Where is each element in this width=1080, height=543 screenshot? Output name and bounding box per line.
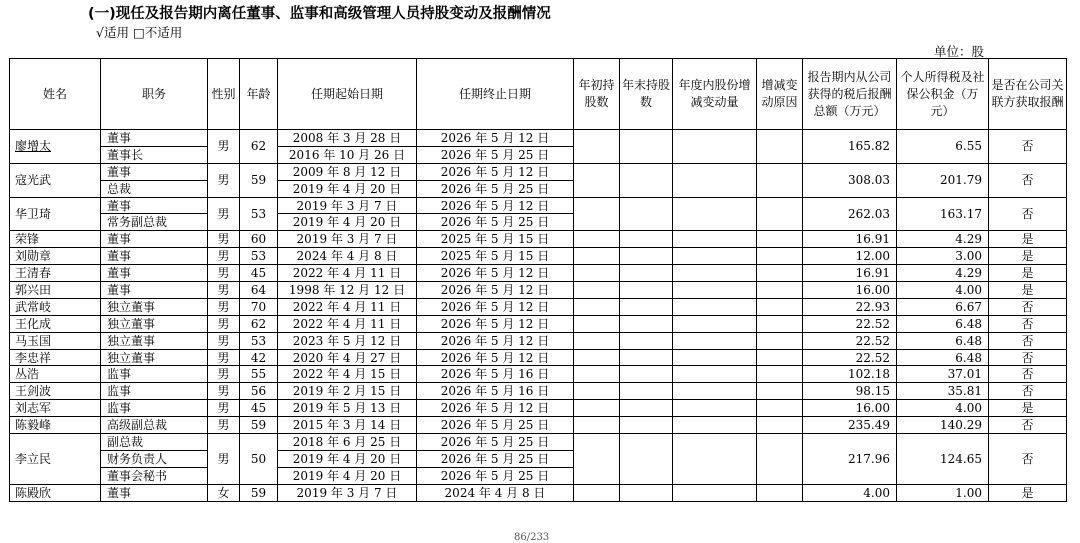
start-date-cell: 2020 年 4 月 27 日: [278, 349, 417, 366]
shares-change-cell: [673, 298, 757, 315]
shares-end-cell: [620, 332, 673, 349]
position-cell: 高级副总裁: [101, 417, 208, 434]
shares-change-cell: [673, 282, 757, 299]
shares-begin-cell: [574, 315, 620, 332]
compensation-cell: 22.93: [803, 298, 897, 315]
tax-fund-cell: 6.48: [897, 349, 989, 366]
start-date-cell: 2022 年 4 月 15 日: [278, 366, 417, 383]
person-name: [10, 315, 101, 332]
gender-cell: 男: [208, 265, 240, 282]
shares-change-cell: [673, 248, 757, 265]
related-party-cell: 是: [989, 484, 1067, 501]
age-cell: 64: [240, 282, 278, 299]
table-row: [10, 315, 1067, 332]
table-row: [10, 400, 1067, 417]
shares-end-cell: [620, 434, 673, 485]
position-cell: 独立董事: [101, 349, 208, 366]
start-date-cell: 2019 年 4 月 20 日: [278, 450, 417, 467]
person-name-text: 刘勋章: [15, 249, 52, 264]
shares-end-cell: [620, 197, 673, 231]
change-reason-cell: [757, 197, 803, 231]
person-name-text: 华卫琦: [15, 206, 52, 221]
age-cell: 55: [240, 366, 278, 383]
gender-cell: 男: [208, 298, 240, 315]
end-date-cell: 2026 年 5 月 25 日: [417, 180, 574, 197]
shares-begin-cell: [574, 265, 620, 282]
position-cell: 董事: [101, 282, 208, 299]
end-date-cell: 2026 年 5 月 12 日: [417, 332, 574, 349]
person-name: [10, 383, 101, 400]
start-date-cell: 1998 年 12 月 12 日: [278, 282, 417, 299]
position-cell: 独立董事: [101, 332, 208, 349]
change-reason-cell: [757, 163, 803, 197]
compensation-cell: 12.00: [803, 248, 897, 265]
compensation-cell: 165.82: [803, 130, 897, 164]
person-name-text: 丛浩: [15, 367, 40, 382]
change-reason-cell: [757, 434, 803, 485]
shares-end-cell: [620, 265, 673, 282]
person-name: [10, 248, 101, 265]
age-cell: 59: [240, 484, 278, 501]
compensation-cell: 98.15: [803, 383, 897, 400]
person-name-text: 李立民: [15, 451, 52, 466]
related-party-cell: 否: [989, 332, 1067, 349]
position-cell: 总裁: [101, 180, 208, 197]
age-cell: 53: [240, 248, 278, 265]
compensation-cell: 22.52: [803, 349, 897, 366]
shares-end-cell: [620, 163, 673, 197]
age-cell: 56: [240, 383, 278, 400]
end-date-cell: 2026 年 5 月 12 日: [417, 130, 574, 147]
related-party-cell: 是: [989, 400, 1067, 417]
gender-cell: 女: [208, 484, 240, 501]
tax-fund-cell: 140.29: [897, 417, 989, 434]
person-name: [10, 484, 101, 501]
person-name-text: 王化成: [15, 316, 52, 331]
shares-begin-cell: [574, 366, 620, 383]
start-date-cell: 2009 年 8 月 12 日: [278, 163, 417, 180]
shares-change-cell: [673, 417, 757, 434]
compensation-cell: 308.03: [803, 163, 897, 197]
person-name: [10, 265, 101, 282]
shares-end-cell: [620, 417, 673, 434]
end-date-cell: 2026 年 5 月 12 日: [417, 315, 574, 332]
change-reason-cell: [757, 484, 803, 501]
related-party-cell: 否: [989, 315, 1067, 332]
end-date-cell: 2026 年 5 月 12 日: [417, 197, 574, 214]
table-row: [10, 265, 1067, 282]
person-name: [10, 366, 101, 383]
related-party-cell: 否: [989, 383, 1067, 400]
position-cell: 董事: [101, 484, 208, 501]
start-date-cell: 2008 年 3 月 28 日: [278, 130, 417, 147]
tax-fund-cell: 4.29: [897, 265, 989, 282]
age-cell: 59: [240, 417, 278, 434]
position-cell: 董事: [101, 197, 208, 214]
tax-fund-cell: 6.48: [897, 315, 989, 332]
table-row: [10, 130, 1067, 147]
table-row: [10, 231, 1067, 248]
shares-begin-cell: [574, 248, 620, 265]
related-party-cell: 是: [989, 231, 1067, 248]
shares-change-cell: [673, 332, 757, 349]
shares-end-cell: [620, 231, 673, 248]
gender-cell: 男: [208, 417, 240, 434]
shares-change-cell: [673, 197, 757, 231]
table-row: [10, 282, 1067, 299]
gender-cell: 男: [208, 315, 240, 332]
position-cell: 副总裁: [101, 434, 208, 451]
shares-end-cell: [620, 298, 673, 315]
start-date-cell: 2019 年 4 月 20 日: [278, 180, 417, 197]
start-date-cell: 2019 年 3 月 7 日: [278, 484, 417, 501]
position-cell: 董事: [101, 130, 208, 147]
age-cell: 53: [240, 332, 278, 349]
related-party-cell: 是: [989, 248, 1067, 265]
shares-begin-cell: [574, 400, 620, 417]
person-name: [10, 332, 101, 349]
age-cell: 50: [240, 434, 278, 485]
position-cell: 监事: [101, 400, 208, 417]
end-date-cell: 2026 年 5 月 12 日: [417, 400, 574, 417]
shares-end-cell: [620, 349, 673, 366]
position-cell: 财务负责人: [101, 450, 208, 467]
change-reason-cell: [757, 400, 803, 417]
gender-cell: 男: [208, 383, 240, 400]
gender-cell: 男: [208, 282, 240, 299]
person-name-text: 寇光武: [15, 173, 52, 188]
shares-change-cell: [673, 315, 757, 332]
related-party-cell: 是: [989, 265, 1067, 282]
tax-fund-cell: 37.01: [897, 366, 989, 383]
end-date-cell: 2026 年 5 月 25 日: [417, 214, 574, 231]
tax-fund-cell: 3.00: [897, 248, 989, 265]
age-cell: 62: [240, 130, 278, 164]
start-date-cell: 2019 年 3 月 7 日: [278, 197, 417, 214]
end-date-cell: 2025 年 5 月 15 日: [417, 231, 574, 248]
change-reason-cell: [757, 332, 803, 349]
related-party-cell: 否: [989, 298, 1067, 315]
start-date-cell: 2024 年 4 月 8 日: [278, 248, 417, 265]
gender-cell: 男: [208, 400, 240, 417]
shares-begin-cell: [574, 282, 620, 299]
end-date-cell: 2026 年 5 月 25 日: [417, 467, 574, 484]
end-date-cell: 2026 年 5 月 25 日: [417, 417, 574, 434]
end-date-cell: 2026 年 5 月 12 日: [417, 349, 574, 366]
tax-fund-cell: 4.00: [897, 400, 989, 417]
unit-label: 单位：股: [934, 44, 985, 59]
gender-cell: 男: [208, 130, 240, 164]
related-party-cell: 否: [989, 130, 1067, 164]
person-name-text: 陈殿欣: [15, 485, 52, 500]
compensation-cell: 235.49: [803, 417, 897, 434]
applicability-indicator: √适用 □不适用: [96, 25, 183, 40]
shares-begin-cell: [574, 417, 620, 434]
change-reason-cell: [757, 298, 803, 315]
shares-begin-cell: [574, 163, 620, 197]
header-compensation: 报告期内从公司获得的税后报酬总额（万元）: [803, 59, 897, 130]
table-body: [10, 130, 1067, 502]
compensation-cell: 16.91: [803, 265, 897, 282]
position-cell: 董事: [101, 231, 208, 248]
related-party-cell: 否: [989, 163, 1067, 197]
position-cell: 独立董事: [101, 298, 208, 315]
tax-fund-cell: 4.00: [897, 282, 989, 299]
compensation-cell: 4.00: [803, 484, 897, 501]
position-cell: 董事长: [101, 146, 208, 163]
table-row: [10, 484, 1067, 501]
start-date-cell: 2019 年 3 月 7 日: [278, 231, 417, 248]
shares-begin-cell: [574, 130, 620, 164]
end-date-cell: 2026 年 5 月 12 日: [417, 265, 574, 282]
compensation-cell: 262.03: [803, 197, 897, 231]
end-date-cell: 2026 年 5 月 12 日: [417, 298, 574, 315]
shares-begin-cell: [574, 332, 620, 349]
change-reason-cell: [757, 315, 803, 332]
compensation-cell: 217.96: [803, 434, 897, 485]
related-party-cell: 否: [989, 349, 1067, 366]
change-reason-cell: [757, 265, 803, 282]
tax-fund-cell: 6.48: [897, 332, 989, 349]
page-number: 86/233: [514, 532, 550, 543]
start-date-cell: 2019 年 5 月 13 日: [278, 400, 417, 417]
position-cell: 董事: [101, 265, 208, 282]
tax-fund-cell: 1.00: [897, 484, 989, 501]
header-name: 姓名: [10, 59, 101, 130]
start-date-cell: 2022 年 4 月 11 日: [278, 265, 417, 282]
person-name: [10, 163, 101, 197]
table-row: [10, 349, 1067, 366]
person-name-text: 郭兴田: [15, 282, 52, 297]
age-cell: 42: [240, 349, 278, 366]
start-date-cell: 2016 年 10 月 26 日: [278, 146, 417, 163]
person-name: [10, 197, 101, 231]
header-related-party: 是否在公司关联方获取报酬: [989, 59, 1067, 130]
shares-change-cell: [673, 434, 757, 485]
tax-fund-cell: 201.79: [897, 163, 989, 197]
change-reason-cell: [757, 366, 803, 383]
person-name: [10, 282, 101, 299]
table-row: [10, 298, 1067, 315]
tax-fund-cell: 124.65: [897, 434, 989, 485]
age-cell: 70: [240, 298, 278, 315]
age-cell: 45: [240, 400, 278, 417]
shares-end-cell: [620, 400, 673, 417]
person-name: [10, 298, 101, 315]
shares-change-cell: [673, 163, 757, 197]
start-date-cell: 2023 年 5 月 12 日: [278, 332, 417, 349]
shares-begin-cell: [574, 349, 620, 366]
header-shares-change: 年度内股份增减变动量: [673, 59, 757, 130]
table-row: [10, 248, 1067, 265]
position-cell: 董事: [101, 248, 208, 265]
person-name: [10, 231, 101, 248]
shares-change-cell: [673, 231, 757, 248]
end-date-cell: 2026 年 5 月 12 日: [417, 163, 574, 180]
tax-fund-cell: 6.67: [897, 298, 989, 315]
shares-change-cell: [673, 400, 757, 417]
age-cell: 53: [240, 197, 278, 231]
gender-cell: 男: [208, 434, 240, 485]
gender-cell: 男: [208, 231, 240, 248]
start-date-cell: 2018 年 6 月 25 日: [278, 434, 417, 451]
tax-fund-cell: 163.17: [897, 197, 989, 231]
end-date-cell: 2026 年 5 月 12 日: [417, 282, 574, 299]
table-row: [10, 163, 1067, 180]
person-name: [10, 349, 101, 366]
compensation-cell: 22.52: [803, 332, 897, 349]
shares-end-cell: [620, 383, 673, 400]
position-cell: 监事: [101, 366, 208, 383]
position-cell: 董事: [101, 163, 208, 180]
gender-cell: 男: [208, 366, 240, 383]
person-name-text: 刘志军: [15, 401, 52, 416]
header-end-date: 任期终止日期: [417, 59, 574, 130]
person-name-text: 李忠祥: [15, 350, 52, 365]
change-reason-cell: [757, 349, 803, 366]
age-cell: 62: [240, 315, 278, 332]
shares-begin-cell: [574, 383, 620, 400]
header-change-reason: 增减变动原因: [757, 59, 803, 130]
position-cell: 董事会秘书: [101, 467, 208, 484]
header-position: 职务: [101, 59, 208, 130]
end-date-cell: 2026 年 5 月 25 日: [417, 434, 574, 451]
end-date-cell: 2024 年 4 月 8 日: [417, 484, 574, 501]
change-reason-cell: [757, 130, 803, 164]
compensation-cell: 102.18: [803, 366, 897, 383]
header-start-date: 任期起始日期: [278, 59, 417, 130]
shares-end-cell: [620, 282, 673, 299]
shares-begin-cell: [574, 434, 620, 485]
header-age: 年龄: [240, 59, 278, 130]
compensation-cell: 16.00: [803, 400, 897, 417]
person-name-text: 武常岐: [15, 299, 52, 314]
section-title: (一)现任及报告期内离任董事、监事和高级管理人员持股变动及报酬情况: [88, 6, 551, 22]
end-date-cell: 2026 年 5 月 16 日: [417, 366, 574, 383]
position-cell: 监事: [101, 383, 208, 400]
compensation-cell: 22.52: [803, 315, 897, 332]
shares-begin-cell: [574, 197, 620, 231]
header-gender: 性别: [208, 59, 240, 130]
tax-fund-cell: 4.29: [897, 231, 989, 248]
start-date-cell: 2022 年 4 月 11 日: [278, 315, 417, 332]
gender-cell: 男: [208, 349, 240, 366]
person-name: [10, 400, 101, 417]
shares-change-cell: [673, 265, 757, 282]
start-date-cell: 2022 年 4 月 11 日: [278, 298, 417, 315]
position-cell: 独立董事: [101, 315, 208, 332]
person-name-text: 王剑波: [15, 384, 52, 399]
position-cell: 常务副总裁: [101, 214, 208, 231]
compensation-table: [9, 58, 1067, 502]
end-date-cell: 2026 年 5 月 16 日: [417, 383, 574, 400]
table-header-row: [10, 59, 1067, 130]
table-row: [10, 383, 1067, 400]
start-date-cell: 2019 年 2 月 15 日: [278, 383, 417, 400]
header-shares-end: 年末持股数: [620, 59, 673, 130]
compensation-cell: 16.00: [803, 282, 897, 299]
person-name: [10, 130, 101, 164]
shares-begin-cell: [574, 298, 620, 315]
shares-change-cell: [673, 366, 757, 383]
age-cell: 59: [240, 163, 278, 197]
tax-fund-cell: 6.55: [897, 130, 989, 164]
related-party-cell: 否: [989, 417, 1067, 434]
table-row: [10, 332, 1067, 349]
table-row: [10, 197, 1067, 214]
change-reason-cell: [757, 248, 803, 265]
person-name-text: 廖增太: [15, 139, 52, 154]
gender-cell: 男: [208, 163, 240, 197]
end-date-cell: 2026 年 5 月 25 日: [417, 146, 574, 163]
shares-end-cell: [620, 484, 673, 501]
change-reason-cell: [757, 282, 803, 299]
shares-change-cell: [673, 484, 757, 501]
end-date-cell: 2025 年 5 月 15 日: [417, 248, 574, 265]
start-date-cell: 2019 年 4 月 20 日: [278, 467, 417, 484]
end-date-cell: 2026 年 5 月 25 日: [417, 450, 574, 467]
shares-begin-cell: [574, 484, 620, 501]
person-name: [10, 434, 101, 485]
compensation-cell: 16.91: [803, 231, 897, 248]
shares-end-cell: [620, 315, 673, 332]
person-name-text: 陈毅峰: [15, 418, 52, 433]
gender-cell: 男: [208, 248, 240, 265]
related-party-cell: 否: [989, 366, 1067, 383]
shares-end-cell: [620, 130, 673, 164]
related-party-cell: 是: [989, 282, 1067, 299]
age-cell: 60: [240, 231, 278, 248]
shares-end-cell: [620, 248, 673, 265]
table-row: [10, 366, 1067, 383]
header-tax-fund: 个人所得税及社保公积金（万元）: [897, 59, 989, 130]
gender-cell: 男: [208, 197, 240, 231]
change-reason-cell: [757, 417, 803, 434]
person-name: [10, 417, 101, 434]
shares-change-cell: [673, 130, 757, 164]
related-party-cell: 否: [989, 434, 1067, 485]
change-reason-cell: [757, 231, 803, 248]
tax-fund-cell: 35.81: [897, 383, 989, 400]
header-shares-begin: 年初持股数: [574, 59, 620, 130]
shares-begin-cell: [574, 231, 620, 248]
start-date-cell: 2019 年 4 月 20 日: [278, 214, 417, 231]
person-name-text: 马玉国: [15, 333, 52, 348]
shares-change-cell: [673, 349, 757, 366]
age-cell: 45: [240, 265, 278, 282]
change-reason-cell: [757, 383, 803, 400]
start-date-cell: 2015 年 3 月 14 日: [278, 417, 417, 434]
gender-cell: 男: [208, 332, 240, 349]
table-row: [10, 434, 1067, 451]
table-row: [10, 417, 1067, 434]
shares-change-cell: [673, 383, 757, 400]
person-name-text: 王清春: [15, 266, 52, 281]
related-party-cell: 否: [989, 197, 1067, 231]
shares-end-cell: [620, 366, 673, 383]
person-name-text: 荣锋: [15, 232, 40, 247]
